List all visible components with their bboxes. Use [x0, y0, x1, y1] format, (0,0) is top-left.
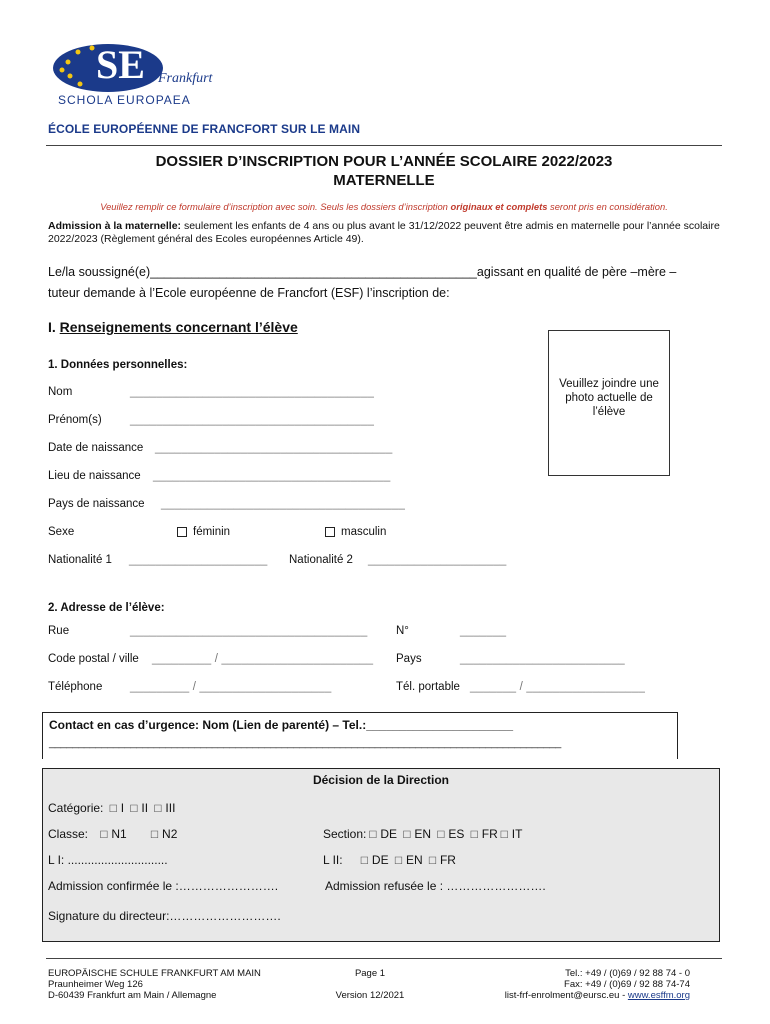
checkbox-icon[interactable]: ☐ [393, 856, 403, 867]
footer-tel: Tel.: +49 / (0)69 / 92 88 74 - 0 [565, 968, 690, 979]
form-title [48, 152, 720, 190]
section-number: I. [48, 319, 56, 335]
section-es: ES [448, 827, 465, 841]
masculin-option[interactable] [325, 526, 386, 538]
checkbox-icon[interactable]: ☐ [499, 830, 509, 841]
pays-naissance-label: Pays de naissance [48, 498, 145, 510]
note-text: Veuillez remplir ce formulaire d’inscription avec soin. Seuls les dossiers d’inscription [100, 201, 451, 212]
lieu-naissance-field[interactable]: ____________________________________ [153, 470, 391, 482]
categorie-label: Catégorie: [48, 801, 104, 815]
portable-field[interactable]: _______ / __________________ [470, 681, 646, 693]
emergency-contact-box [42, 712, 678, 759]
checkbox-icon[interactable] [325, 527, 335, 537]
header-divider [46, 145, 722, 146]
footer-school: EUROPÄISCHE SCHULE FRANKFURT AM MAIN [48, 968, 261, 979]
checkbox-icon[interactable]: ☐ [368, 830, 378, 841]
footer-fax: Fax: +49 / (0)69 / 92 88 74-74 [564, 979, 690, 990]
declaration-line-1[interactable]: Le/la soussigné(e)_______________________________________________agissant en qualité de père –mère – [48, 265, 677, 279]
section-row [323, 827, 522, 841]
section-de: DE [380, 827, 398, 841]
declaration [48, 262, 728, 304]
title-line-2: MATERNELLE [333, 172, 435, 189]
nationalite-2-field[interactable]: _____________________ [368, 554, 507, 566]
nationalite-2-label: Nationalité 2 [289, 554, 353, 566]
checkbox-icon[interactable]: ☐ [129, 804, 139, 815]
emergency-contact-line[interactable] [49, 718, 513, 732]
photo-instruction: Veuillez joindre une photo actuelle de l’élève [559, 378, 659, 418]
contact-label: Contact en cas d’urgence: [49, 718, 200, 732]
categorie-row [48, 801, 175, 815]
school-name: ÉCOLE EUROPÉENNE DE FRANCFORT SUR LE MAIN [48, 122, 361, 136]
rue-field[interactable]: ____________________________________ [130, 625, 368, 637]
prenom-field[interactable]: _____________________________________ [130, 414, 375, 426]
note-text-end: seront pris en considération. [547, 201, 668, 212]
cat-option-3: III [165, 801, 176, 815]
admission-rule [48, 220, 728, 246]
logo-schola: SCHOLA EUROPAEA [58, 93, 191, 107]
direction-decision-box [42, 768, 720, 942]
feminin-label: féminin [193, 526, 231, 538]
classe-row [48, 827, 177, 841]
section-it: IT [511, 827, 523, 841]
checkbox-icon[interactable]: ☐ [469, 830, 479, 841]
code-postal-label: Code postal / ville [48, 653, 139, 665]
classe-label: Classe: [48, 827, 89, 841]
l2-de: DE [371, 853, 389, 867]
checkbox-icon[interactable]: ☐ [108, 804, 118, 815]
cat-option-2: II [141, 801, 149, 815]
checkbox-icon[interactable]: ☐ [402, 830, 412, 841]
l2-label: L II: [323, 853, 343, 867]
footer-contact [440, 968, 690, 1001]
pays-label: Pays [396, 653, 422, 665]
checkbox-icon[interactable]: ☐ [150, 830, 160, 841]
admission-text: seulement les enfants de 4 ans ou plus avant le 31/12/2022 peuvent être admis en maternelle pour l’année scolaire 2022/2023 (Règlement général des Ecoles européennes Article 49). [48, 220, 720, 245]
admission-refused-field[interactable]: Admission refusée le : ……………………. [325, 879, 546, 893]
footer-website-link[interactable]: www.esffm.org [627, 990, 690, 1001]
l1-field[interactable]: L I: .............................. [48, 853, 168, 867]
numero-field[interactable]: _______ [460, 625, 507, 637]
numero-label: N° [396, 625, 409, 637]
prenom-label: Prénom(s) [48, 414, 102, 426]
classe-n1: N1 [111, 827, 127, 841]
contact-fields: Nom (Lien de parenté) – Tel.:______________________ [202, 718, 514, 732]
lieu-naissance-label: Lieu de naissance [48, 470, 141, 482]
section-title: Renseignements concernant l’élève [59, 319, 298, 335]
nom-field[interactable]: _____________________________________ [130, 386, 375, 398]
personal-data-heading: 1. Données personnelles: [48, 359, 188, 371]
cat-option-1: I [120, 801, 125, 815]
portable-label: Tél. portable [396, 681, 460, 693]
masculin-label: masculin [341, 526, 387, 538]
date-naissance-field[interactable]: ____________________________________ [155, 442, 393, 454]
checkbox-icon[interactable] [177, 527, 187, 537]
telephone-label: Téléphone [48, 681, 103, 693]
logo-frankfurt: Frankfurt [158, 71, 213, 86]
direction-title: Décision de la Direction [312, 773, 450, 787]
address-heading: 2. Adresse de l’élève: [48, 602, 165, 614]
l2-row [323, 853, 456, 867]
logo-mark: SE [96, 42, 145, 87]
l2-en: EN [405, 853, 423, 867]
pays-naissance-field[interactable]: _____________________________________ [161, 498, 406, 510]
footer-page [330, 968, 410, 1001]
checkbox-icon[interactable]: ☐ [153, 804, 163, 815]
footer-divider [46, 958, 722, 959]
version: Version 12/2021 [335, 990, 405, 1001]
footer-address [48, 968, 261, 1001]
instructions-note [48, 201, 720, 212]
pays-field[interactable]: _________________________ [460, 653, 625, 665]
checkbox-icon[interactable]: ☐ [359, 856, 369, 867]
footer-street: Praunheimer Weg 126 [48, 979, 143, 990]
checkbox-icon[interactable]: ☐ [99, 830, 109, 841]
admission-confirmed-field[interactable]: Admission confirmée le :……………………. [48, 879, 279, 893]
sexe-label: Sexe [48, 526, 75, 538]
footer-city: D-60439 Frankfurt am Main / Allemagne [48, 990, 217, 1001]
date-naissance-label: Date de naissance [48, 442, 144, 454]
section-1-heading [48, 319, 298, 335]
feminin-option[interactable] [177, 526, 230, 538]
admission-label: Admission à la maternelle: [48, 220, 182, 232]
director-signature-field[interactable]: Signature du directeur:………………………. [48, 909, 281, 923]
checkbox-icon[interactable]: ☐ [436, 830, 446, 841]
nationalite-1-label: Nationalité 1 [48, 554, 112, 566]
declaration-line-2: tuteur demande à l’Ecole européenne de Francfort (ESF) l’inscription de: [48, 286, 450, 300]
section-label: Section: [323, 827, 367, 841]
section-fr: FR [481, 827, 498, 841]
photo-box[interactable] [548, 330, 670, 476]
checkbox-icon[interactable]: ☐ [427, 856, 437, 867]
nom-label: Nom [48, 386, 73, 398]
l2-fr: FR [439, 853, 456, 867]
classe-n2: N2 [162, 827, 178, 841]
title-line-1: DOSSIER D’INSCRIPTION POUR L’ANNÉE SCOLAIRE 2022/2023 [155, 153, 613, 170]
emergency-contact-field[interactable]: ________________________________________________________________________________________ [49, 737, 561, 749]
rue-label: Rue [48, 625, 70, 637]
nationalite-1-field[interactable]: _____________________ [129, 554, 268, 566]
school-logo [48, 40, 248, 110]
telephone-field[interactable]: _________ / ____________________ [130, 681, 332, 693]
section-en: EN [414, 827, 432, 841]
code-postal-field[interactable]: _________ / _______________________ [152, 653, 374, 665]
footer-email[interactable]: list-frf-enrolment@eursc.eu - [504, 990, 628, 1001]
note-bold: originaux et complets [450, 201, 548, 212]
page-number: Page 1 [354, 968, 386, 979]
